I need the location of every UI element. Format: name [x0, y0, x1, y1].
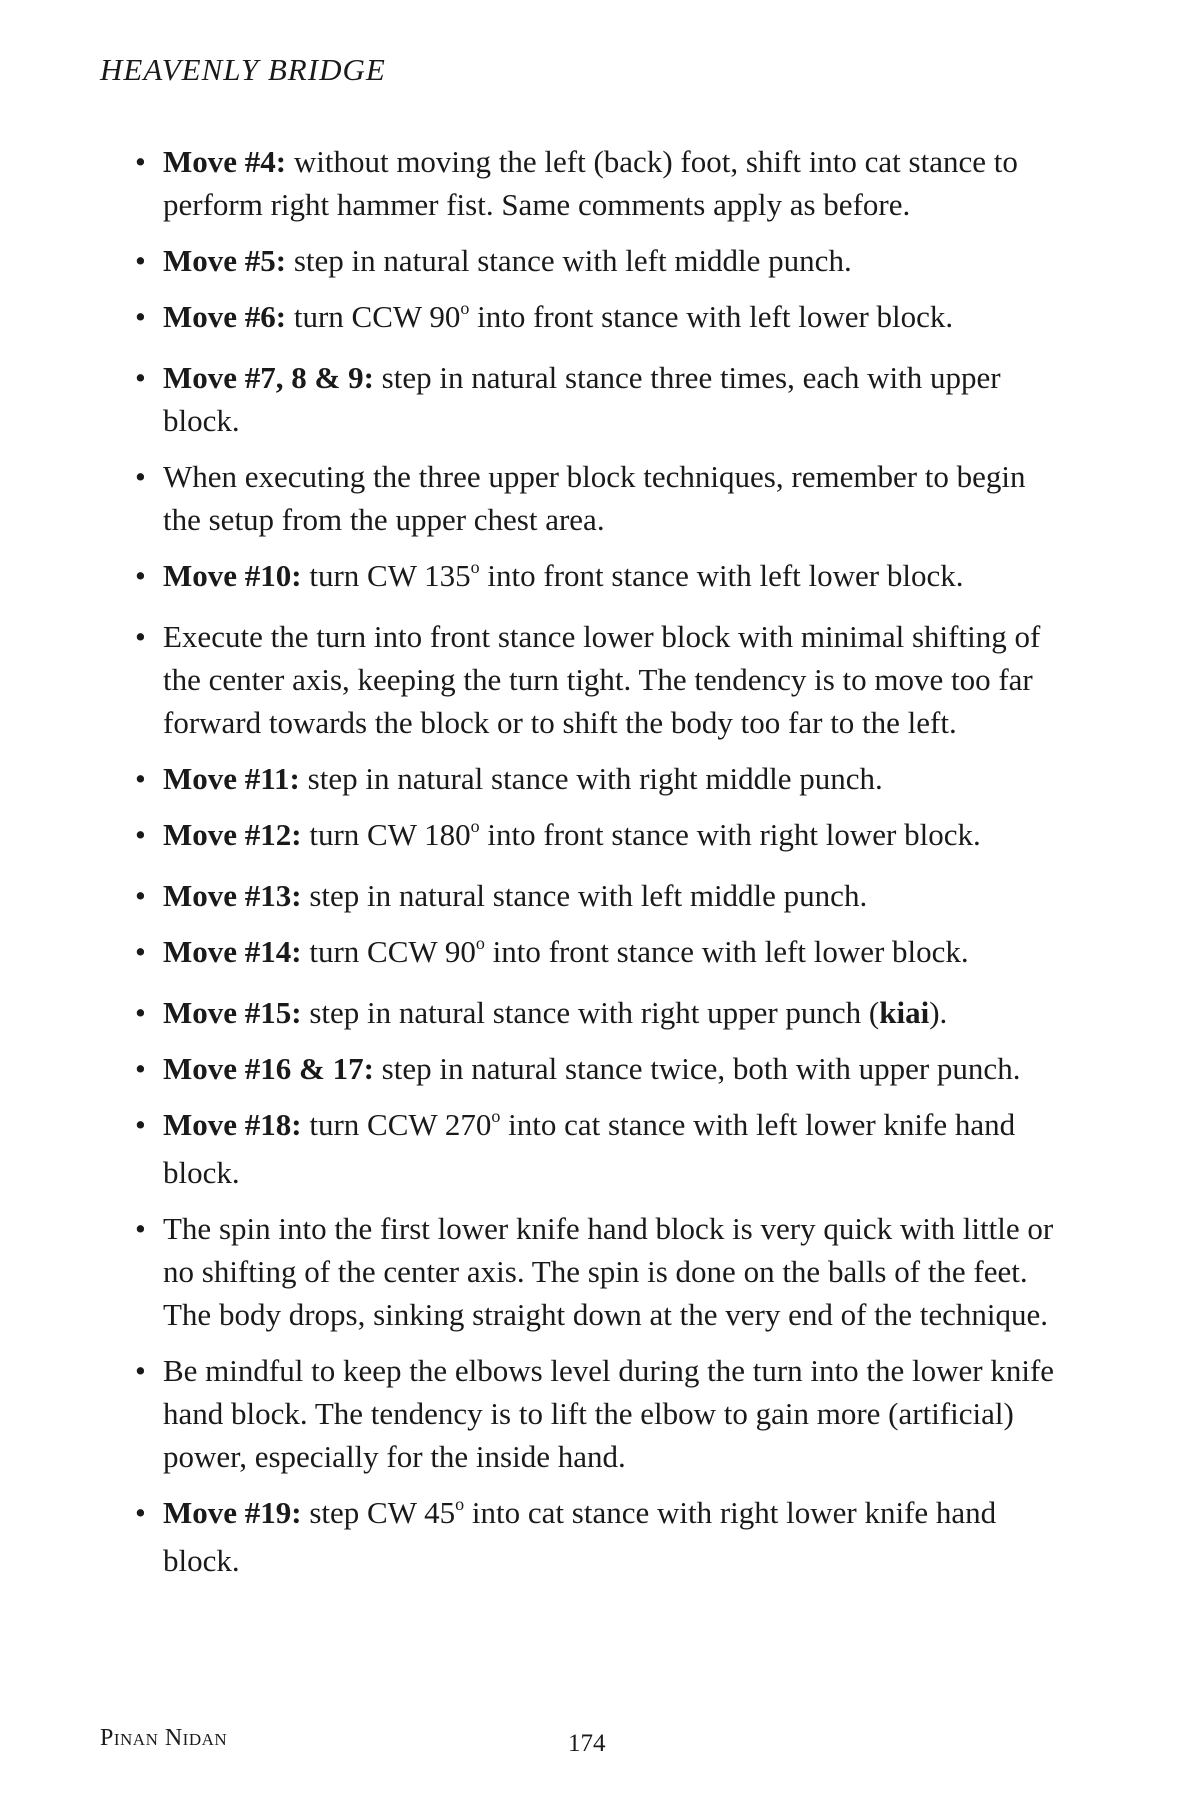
bullet-text-tail: into front stance with left lower block.	[484, 934, 969, 969]
bullet-mark: •	[135, 1353, 146, 1388]
bullet-content	[163, 1051, 1020, 1086]
move-label: Move #10:	[163, 558, 302, 593]
bullet-text: turn CW 135	[309, 558, 471, 593]
bullet-item	[135, 356, 1065, 442]
bullet-text: turn CCW 270	[309, 1107, 492, 1142]
bullet-content	[163, 558, 963, 593]
page-number: 174	[568, 1730, 606, 1757]
move-label: Move #7, 8 & 9:	[163, 360, 374, 395]
move-label: Move #6:	[163, 299, 287, 334]
degree-superscript: o	[475, 933, 485, 953]
bullet-text-tail: into front stance with left lower block.	[479, 558, 964, 593]
bullet-content	[163, 934, 969, 969]
bullet-text: step in natural stance three times, each with upper block.	[163, 360, 1001, 438]
bullet-content	[163, 1107, 1015, 1190]
bullet-item	[135, 757, 1065, 800]
bullet-list	[135, 140, 1065, 1595]
bullet-text: Be mindful to keep the elbows level during the turn into the lower knife hand block. The tendency is to lift the elbow to gain more (artificial) power, especially for the inside hand.	[163, 1353, 1055, 1474]
bullet-item	[135, 991, 1065, 1034]
bullet-text-tail: into front stance with right lower block.	[479, 817, 981, 852]
bullet-content	[163, 1211, 1053, 1332]
move-label: Move #4:	[163, 144, 287, 179]
bullet-content	[163, 995, 947, 1030]
bullet-text: Execute the turn into front stance lower block with minimal shifting of the center axis, keeping the turn tight. The tendency is to move too far forward towards the block or to shift the body too far to the left.	[163, 619, 1041, 740]
bullet-mark: •	[135, 243, 146, 278]
bullet-mark: •	[135, 360, 146, 395]
bullet-item	[135, 1207, 1065, 1336]
running-footer-book-title: Pinan Nidan	[100, 1725, 228, 1751]
bullet-content	[163, 243, 852, 278]
bullet-item	[135, 813, 1065, 861]
bullet-content	[163, 761, 883, 796]
bullet-text: turn CCW 90	[293, 299, 461, 334]
bullet-mark: •	[135, 817, 146, 852]
move-label: Move #5:	[163, 243, 287, 278]
bullet-mark: •	[135, 1211, 146, 1246]
bullet-item	[135, 1349, 1065, 1478]
move-label: Move #14:	[163, 934, 302, 969]
bullet-mark: •	[135, 1107, 146, 1142]
bullet-item	[135, 554, 1065, 602]
bullet-text-tail: ).	[929, 995, 948, 1030]
bullet-text: step in natural stance with left middle punch.	[293, 243, 852, 278]
bullet-mark: •	[135, 558, 146, 593]
degree-superscript: o	[455, 1494, 465, 1514]
bullet-text-tail: into front stance with left lower block.	[469, 299, 954, 334]
bullet-content	[163, 299, 953, 334]
bullet-item	[135, 295, 1065, 343]
degree-superscript: o	[460, 298, 470, 318]
bullet-text: step in natural stance with left middle punch.	[309, 878, 868, 913]
bullet-mark: •	[135, 619, 146, 654]
bullet-text-tail: into cat stance with left lower knife hand block.	[163, 1107, 1016, 1190]
degree-superscript: o	[470, 816, 480, 836]
bullet-content	[163, 459, 1026, 537]
bullet-text: When executing the three upper block techniques, remember to begin the setup from the upper chest area.	[163, 459, 1026, 537]
bullet-item	[135, 1491, 1065, 1582]
bullet-text-tail: into cat stance with right lower knife hand block.	[163, 1495, 997, 1578]
move-label: Move #13:	[163, 878, 302, 913]
bullet-mark: •	[135, 1051, 146, 1086]
bullet-text: without moving the left (back) foot, shift into cat stance to perform right hammer fist. Same comments apply as before.	[163, 144, 1018, 222]
bullet-item	[135, 239, 1065, 282]
bullet-content	[163, 878, 867, 913]
bullet-text: turn CCW 90	[309, 934, 476, 969]
running-header: HEAVENLY BRIDGE	[100, 52, 386, 87]
bullet-item	[135, 930, 1065, 978]
bullet-item	[135, 1047, 1065, 1090]
bullet-content	[163, 619, 1040, 740]
bullet-mark: •	[135, 299, 146, 334]
move-label: Move #11:	[163, 761, 300, 796]
bullet-text: The spin into the first lower knife hand block is very quick with little or no shifting of the center axis. The spin is done on the balls of the feet. The body drops, sinking straight down at the very end of the technique.	[163, 1211, 1054, 1332]
move-label: Move #19:	[163, 1495, 302, 1530]
bullet-item	[135, 455, 1065, 541]
bullet-mark: •	[135, 878, 146, 913]
bullet-mark: •	[135, 995, 146, 1030]
move-label: Move #15:	[163, 995, 302, 1030]
bullet-item	[135, 874, 1065, 917]
move-label: Move #18:	[163, 1107, 302, 1142]
bullet-mark: •	[135, 934, 146, 969]
bullet-content	[163, 1495, 996, 1578]
bullet-item	[135, 140, 1065, 226]
degree-superscript: o	[470, 557, 480, 577]
bullet-content	[163, 817, 981, 852]
bullet-item	[135, 1103, 1065, 1194]
bullet-mark: •	[135, 144, 146, 179]
bullet-content	[163, 144, 1018, 222]
bullet-content	[163, 1353, 1054, 1474]
bullet-text: turn CW 180	[309, 817, 471, 852]
degree-superscript: o	[491, 1106, 501, 1126]
bullet-item	[135, 615, 1065, 744]
move-label: Move #16 & 17:	[163, 1051, 374, 1086]
bullet-content	[163, 360, 1001, 438]
bullet-mark: •	[135, 459, 146, 494]
kiai-term: kiai	[879, 995, 930, 1030]
bullet-text: step in natural stance with right upper punch (	[309, 995, 880, 1030]
bullet-mark: •	[135, 761, 146, 796]
bullet-text: step in natural stance twice, both with upper punch.	[381, 1051, 1021, 1086]
move-label: Move #12:	[163, 817, 302, 852]
bullet-text: step in natural stance with right middle punch.	[307, 761, 883, 796]
bullet-mark: •	[135, 1495, 146, 1530]
bullet-text: step CW 45	[309, 1495, 456, 1530]
